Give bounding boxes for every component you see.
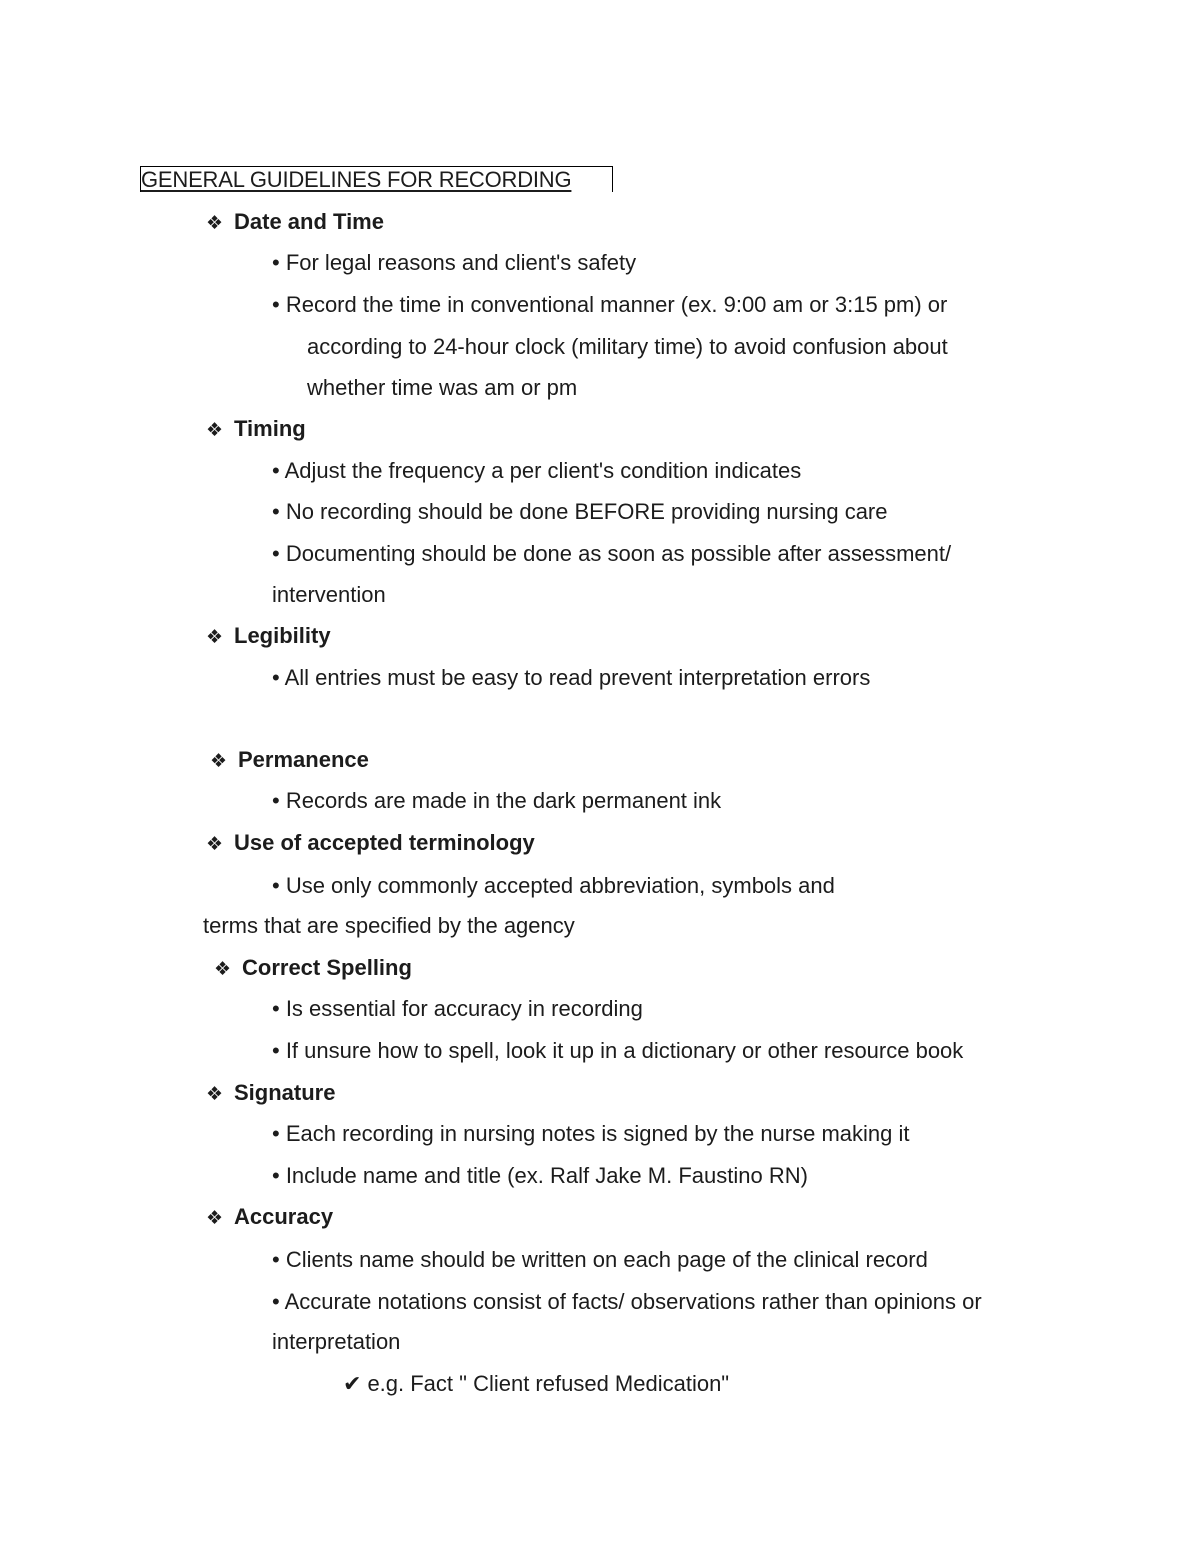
bullet-item: • Documenting should be done as soon as possible after assessment/	[272, 541, 952, 566]
bullet-item: • Is essential for accuracy in recording	[272, 996, 643, 1021]
checkmark-icon: ✔	[343, 1371, 362, 1396]
heading-text: Legibility	[234, 623, 331, 648]
bullet-item: • Accurate notations consist of facts/ observations rather than opinions or	[272, 1289, 982, 1314]
heading-accuracy	[206, 1204, 333, 1232]
example-text: e.g. Fact " Client refused Medication"	[367, 1371, 730, 1396]
bullet-item: • Record the time in conventional manner (ex. 9:00 am or 3:15 pm) or	[272, 292, 948, 317]
diamond-bullet-icon: ❖	[206, 627, 224, 648]
bullet-continuation: intervention	[272, 582, 386, 607]
heading-date-time	[206, 209, 384, 237]
heading-timing	[206, 416, 306, 444]
heading-text: Signature	[234, 1080, 336, 1105]
diamond-bullet-icon: ❖	[210, 751, 228, 772]
heading-text: Permanence	[238, 747, 369, 772]
bullet-continuation: interpretation	[272, 1329, 401, 1354]
bullet-item: • No recording should be done BEFORE providing nursing care	[272, 499, 888, 524]
heading-text: Date and Time	[234, 209, 384, 234]
bullet-continuation: whether time was am or pm	[307, 375, 578, 400]
heading-signature	[206, 1080, 335, 1108]
bullet-continuation: according to 24-hour clock (military time) to avoid confusion about	[307, 334, 948, 359]
diamond-bullet-icon: ❖	[206, 834, 224, 855]
heading-text: Accuracy	[234, 1204, 334, 1229]
bullet-item: • Adjust the frequency a per client's condition indicates	[272, 458, 802, 483]
diamond-bullet-icon: ❖	[206, 420, 224, 441]
diamond-bullet-icon: ❖	[214, 959, 232, 980]
bullet-item: • Clients name should be written on each page of the clinical record	[272, 1247, 928, 1272]
bullet-continuation: terms that are specified by the agency	[203, 913, 575, 938]
bullet-item: • Records are made in the dark permanent ink	[272, 788, 722, 813]
heading-text: Correct Spelling	[242, 955, 412, 980]
diamond-bullet-icon: ❖	[206, 213, 224, 234]
diamond-bullet-icon: ❖	[206, 1084, 224, 1105]
bullet-item: • Use only commonly accepted abbreviation, symbols and	[272, 873, 835, 898]
heading-terminology	[206, 830, 535, 858]
heading-text: Timing	[234, 416, 306, 441]
bullet-item: • Include name and title (ex. Ralf Jake M. Faustino RN)	[272, 1163, 808, 1188]
heading-legibility	[206, 623, 331, 651]
document-title: GENERAL GUIDELINES FOR RECORDING	[141, 167, 572, 192]
example-item	[343, 1371, 729, 1397]
bullet-item: • All entries must be easy to read prevent interpretation errors	[272, 665, 871, 690]
bullet-item: • Each recording in nursing notes is signed by the nurse making it	[272, 1121, 910, 1146]
bullet-item: • For legal reasons and client's safety	[272, 250, 637, 275]
heading-spelling	[214, 955, 412, 983]
diamond-bullet-icon: ❖	[206, 1208, 224, 1229]
bullet-item: • If unsure how to spell, look it up in a dictionary or other resource book	[272, 1038, 964, 1063]
heading-permanence	[210, 747, 369, 775]
heading-text: Use of accepted terminology	[234, 830, 535, 855]
